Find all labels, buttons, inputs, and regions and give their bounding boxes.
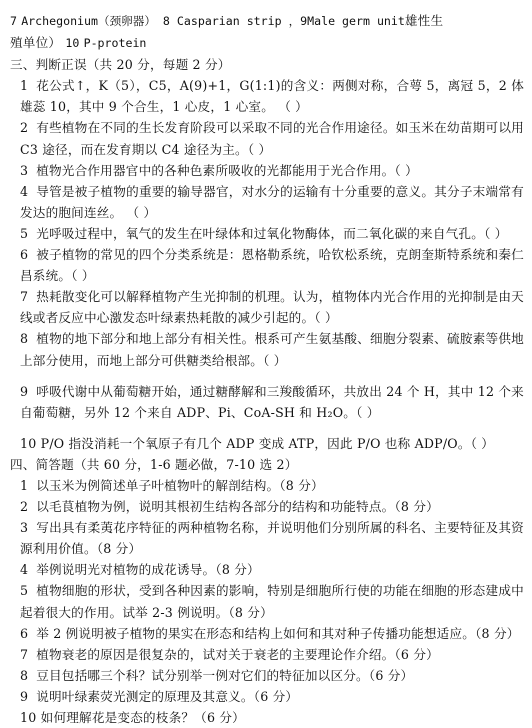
question-text: 有些植物在不同的生长发育阶段可以采取不同的光合作用途径。如玉米在幼苗期可以用 C3 途径，而在发育期以 C4 途径为主。（ ） (20, 120, 524, 157)
question-text: 说明叶绿素荧光测定的原理及其意义。（6 分） (36, 688, 299, 704)
top-line-2 (10, 32, 524, 54)
question-item (10, 686, 524, 707)
top-line2-mono: P-protein (83, 36, 147, 51)
section-3-title: 三、判断正误（共 20 分，每题 2 分） (10, 57, 231, 73)
question-number: 9 (20, 688, 29, 704)
question-item (10, 328, 524, 370)
question-text: 导管是被子植物的重要的输导器官，对水分的运输有十分重要的意义。其分子末端常有发达的胞间连丝。 （ ） (20, 183, 524, 220)
question-text: 被子植物的常见的四个分类系统是：恩格勒系统，哈钦松系统，克朗奎斯特系统和秦仁昌系统。（ ） (20, 247, 524, 284)
question-number: 5 (20, 225, 29, 241)
top-line-1 (10, 10, 524, 32)
question-number: 4 (20, 183, 29, 199)
question-text: 以玉米为例简述单子叶植物叶的解剖结构。（8 分） (36, 477, 324, 493)
question-number: 6 (20, 247, 29, 263)
question-text: 光呼吸过程中，氧气的发生在叶绿体和过氧化物酶体，而二氧化碳的来自气孔。（ ） (36, 225, 508, 241)
question-number: 10 (20, 710, 37, 725)
question-item (10, 244, 524, 286)
question-number: 10 (20, 435, 37, 451)
top-line1-num: 7 (10, 14, 17, 28)
question-text: 呼吸代谢中从葡萄糖开始，通过糖酵解和三羧酸循环，共放出 24 个 H，其中 12 个来自葡萄糖，另外 12 个来自 ADP、Pi、CoA-SH 和 H₂O。（ ） (20, 383, 524, 420)
question-text: 植物光合作用器官中的各种色素所吸收的光都能用于光合作用。（ ） (36, 162, 418, 178)
question-number: 2 (20, 499, 29, 515)
question-number: 3 (20, 162, 29, 178)
question-text: 植物细胞的形状，受到各种因素的影响，特别是细胞所行使的功能在细胞的形态建成中起着很大的作用。试举 2-3 例说明。（8 分） (20, 583, 524, 620)
question-number: 3 (20, 520, 29, 536)
top-line2-num: 10 (65, 36, 80, 51)
question-number: 5 (20, 583, 29, 599)
question-item (10, 580, 524, 622)
question-item (10, 433, 524, 454)
question-item (10, 559, 524, 580)
question-number: 7 (20, 646, 29, 662)
question-number: 4 (20, 562, 29, 578)
question-text: 如何理解花是变态的枝条？（6 分） (40, 710, 245, 725)
section-3-list (10, 75, 524, 454)
spacer (10, 423, 524, 433)
spacer (10, 371, 524, 381)
question-item (10, 475, 524, 496)
question-number: 1 (20, 477, 29, 493)
question-text: 举 2 例说明被子植物的果实在形态和结构上如何和其对种子传播功能想适应。（8 分） (36, 625, 520, 641)
question-item (10, 496, 524, 517)
question-number: 2 (20, 120, 29, 136)
question-item (10, 223, 524, 244)
question-item (10, 181, 524, 223)
question-text: P/O 指没消耗一个氧原子有几个 ADP 变成 ATP，因此 P/O 也称 ADP/O。（ ） (40, 435, 495, 451)
question-number: 8 (20, 331, 29, 347)
top-line2-head: 殖单位） (10, 35, 62, 51)
section-4-list (10, 475, 524, 728)
question-item (10, 381, 524, 423)
question-item (10, 707, 524, 728)
question-number: 6 (20, 625, 29, 641)
question-item (10, 665, 524, 686)
section-4 (10, 454, 524, 728)
question-text: 植物衰老的原因是很复杂的，试对关于衰老的主要理论作介绍。（6 分） (36, 646, 439, 662)
top-line1-tail: 雄性生 (404, 13, 444, 28)
question-item (10, 75, 524, 117)
question-text: 花公式↑，K（5），C5，A(9)+1，G(1:1)的含义：两侧对称，合萼 5，离冠 5，2 体雄蕊 10，其中 9 个合生，1 心皮，1 心室。 （ ） (20, 78, 524, 115)
question-text: 豆目包括哪三个科？试分别举一例对它们的特征加以区分。（6 分） (36, 667, 414, 683)
question-item (10, 160, 524, 181)
question-text: 举例说明光对植物的成花诱导。（8 分） (36, 562, 260, 578)
question-text: 植物的地下部分和地上部分有相关性。根系可产生氨基酸、细胞分裂素、硫胺素等供地上部分使用，而地上部分可供糖类给根部。（ ） (20, 331, 524, 368)
question-text: 写出具有柔荑花序特征的两种植物名称，并说明他们分别所属的科名、主要特征及其资源利用价值。（8 分） (20, 520, 524, 557)
question-item (10, 623, 524, 644)
question-text: 热耗散变化可以解释植物产生光抑制的机理。认为，植物体内光合作用的光抑制是由天线或者反应中心激发态叶绿素热耗散的减少引起的。（ ） (20, 289, 524, 326)
question-number: 9 (20, 383, 29, 399)
top-line1-mono: Archegonium（颈卵器） 8 Casparian strip ，9Male germ unit (21, 14, 405, 28)
question-number: 1 (20, 78, 29, 94)
question-item (10, 644, 524, 665)
question-number: 8 (20, 667, 29, 683)
question-text: 以毛茛植物为例，说明其根初生结构各部分的结构和功能特点。（8 分） (36, 499, 439, 515)
question-number: 7 (20, 289, 29, 305)
section-4-title: 四、简答题（共 60 分，1-6 题必做，7-10 选 2） (10, 456, 298, 472)
question-item (10, 517, 524, 559)
section-3 (10, 54, 524, 454)
question-item (10, 286, 524, 328)
question-item (10, 117, 524, 159)
